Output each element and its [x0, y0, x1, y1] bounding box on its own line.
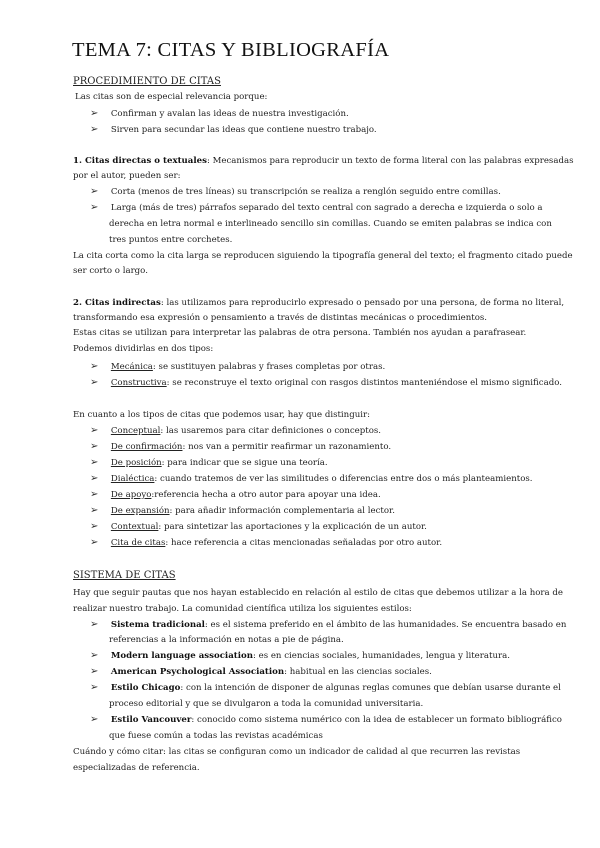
paragraph-line: por el autor, pueden ser:: [73, 171, 181, 181]
bullet-arrow-icon: ➢: [90, 619, 99, 630]
bullet-arrow-icon: ➢: [90, 361, 99, 372]
bullet-arrow-icon: ➢: [90, 108, 99, 119]
paragraph-line: ser corto o largo.: [73, 266, 148, 276]
paragraph-line: realizar nuestro trabajo. La comunidad científica utiliza los siguientes estilos:: [73, 604, 412, 614]
page-title: TEMA 7: CITAS Y BIBLIOGRAFÍA: [72, 39, 390, 61]
paragraph-line: Hay que seguir pautas que nos hayan establecido en relación al estilo de citas que debemos utilizar a la hora de: [73, 588, 563, 598]
bullet-arrow-icon: ➢: [90, 537, 99, 548]
section-heading-sistema: SISTEMA DE CITAS: [73, 570, 176, 581]
list-item: ➢ Contextual: para sintetizar las aportaciones y la explicación de un autor.: [90, 521, 427, 532]
list-item: ➢ Conceptual: las usaremos para citar definiciones o conceptos.: [90, 425, 382, 436]
list-item-continuation: derecha en letra normal e interlineado sencillo sin comillas. Cuando se emiten palabras se indica con: [109, 219, 552, 229]
bullet-arrow-icon: ➢: [90, 650, 99, 661]
list-item: ➢ Modern language association: es en ciencias sociales, humanidades, lengua y literatura.: [90, 650, 510, 661]
bullet-arrow-icon: ➢: [90, 202, 99, 213]
paragraph-line: La cita corta como la cita larga se reproducen siguiendo la tipografía general del texto; el fragmento citado puede: [73, 251, 573, 261]
paragraph-line: Estas citas se utilizan para interpretar las palabras de otra persona. También nos ayudan a parafrasear.: [73, 328, 527, 338]
list-item: ➢ Constructiva: se reconstruye el texto original con rasgos distintos manteniéndose el mismo significado.: [90, 377, 562, 388]
list-item-continuation: referencias a la información en notas a pie de página.: [109, 635, 344, 645]
paragraph-line: especializadas de referencia.: [73, 763, 200, 773]
paragraph-line: transformando esa expresión o pensamiento a través de distintas mecánicas o procedimientos.: [73, 313, 488, 323]
list-item: ➢ Mecánica: se sustituyen palabras y frases completas por otras.: [90, 361, 386, 372]
list-item: ➢ De posición: para indicar que se sigue una teoría.: [90, 457, 328, 468]
bullet-arrow-icon: ➢: [90, 473, 99, 484]
section-heading-procedimiento: PROCEDIMIENTO DE CITAS: [73, 76, 221, 87]
list-item-continuation: que fuese común a todas las revistas académicas: [109, 731, 323, 741]
list-item: ➢ De confirmación: nos van a permitir reafirmar un razonamiento.: [90, 441, 392, 452]
bullet-arrow-icon: ➢: [90, 425, 99, 436]
bullet-arrow-icon: ➢: [90, 489, 99, 500]
list-item: ➢ American Psychological Association: habitual en las ciencias sociales.: [90, 666, 432, 677]
list-item: ➢ Estilo Chicago: con la intención de disponer de algunas reglas comunes que debían usarse durante el: [90, 682, 561, 693]
list-item-continuation: proceso editorial y que se divulgaron a toda la comunidad universitaria.: [109, 699, 424, 709]
bullet-arrow-icon: ➢: [90, 666, 99, 677]
list-item: ➢ Confirman y avalan las ideas de nuestra investigación.: [90, 108, 349, 119]
bullet-arrow-icon: ➢: [90, 124, 99, 135]
list-item: ➢ Larga (más de tres) párrafos separado del texto central con sagrado a derecha e izquierda o solo a: [90, 202, 543, 213]
list-item: ➢ De expansión: para añadir información complementaria al lector.: [90, 505, 395, 516]
list-item: ➢ Dialéctica: cuando tratemos de ver las similitudes o diferencias entre dos o más planteamientos.: [90, 473, 533, 484]
heading-citas-indirectas: 2. Citas indirectas: [73, 298, 161, 308]
list-item: ➢ Sirven para secundar las ideas que contiene nuestro trabajo.: [90, 124, 377, 135]
paragraph-directas: 1. Citas directas o textuales: Mecanismos para reproducir un texto de forma literal con las palabras expresadas: [73, 156, 574, 166]
list-item: ➢ Estilo Vancouver: conocido como sistema numérico con la idea de establecer un formato bibliográfico: [90, 714, 562, 725]
intro-text: Las citas son de especial relevancia porque:: [75, 92, 268, 102]
bullet-arrow-icon: ➢: [90, 505, 99, 516]
bullet-arrow-icon: ➢: [90, 377, 99, 388]
list-item: ➢ Sistema tradicional: es el sistema preferido en el ámbito de las humanidades. Se encuentra basado en: [90, 619, 567, 630]
paragraph-indirectas: 2. Citas indirectas: las utilizamos para reproducirlo expresado o pensado por una persona, de forma no literal,: [73, 298, 565, 308]
bullet-arrow-icon: ➢: [90, 714, 99, 725]
list-item: ➢ Cita de citas: hace referencia a citas mencionadas señaladas por otro autor.: [90, 537, 443, 548]
bullet-arrow-icon: ➢: [90, 682, 99, 693]
bullet-arrow-icon: ➢: [90, 186, 99, 197]
heading-citas-directas: 1. Citas directas o textuales: [73, 156, 207, 166]
list-item: ➢ De apoyo:referencia hecha a otro autor para apoyar una idea.: [90, 489, 381, 500]
paragraph-line: En cuanto a los tipos de citas que podemos usar, hay que distinguir:: [73, 410, 370, 420]
bullet-arrow-icon: ➢: [90, 457, 99, 468]
list-item: ➢ Corta (menos de tres líneas) su transcripción se realiza a renglón seguido entre comillas.: [90, 186, 501, 197]
paragraph-line: Cuándo y cómo citar: las citas se configuran como un indicador de calidad al que recurren las revistas: [73, 747, 521, 757]
bullet-arrow-icon: ➢: [90, 441, 99, 452]
paragraph-line: Podemos dividirlas en dos tipos:: [73, 344, 214, 354]
list-item-continuation: tres puntos entre corchetes.: [109, 235, 233, 245]
bullet-arrow-icon: ➢: [90, 521, 99, 532]
